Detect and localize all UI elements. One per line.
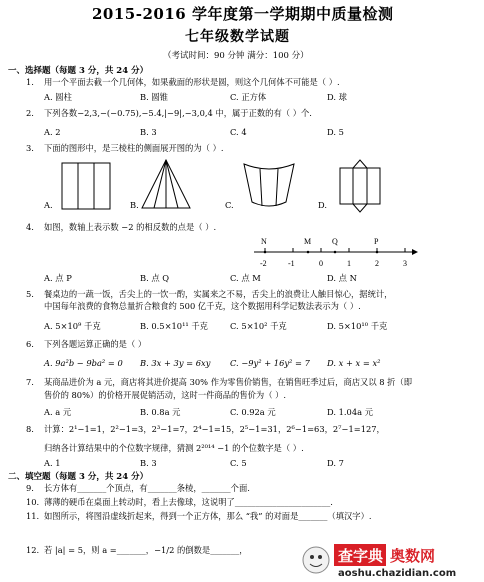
watermark-brand2: 奥数网 <box>390 547 436 565</box>
q8-option-b: B. 3 <box>140 458 157 468</box>
q8-option-a: A. 1 <box>44 458 61 468</box>
axis-num-0: 0 <box>319 259 323 268</box>
watermark-brand: 查字典 <box>338 547 384 565</box>
q3-option-a: A. <box>44 200 53 210</box>
question-8-line1: 计算：2¹−1=1，2²−1=3，2³−1=7，2⁴−1=15，2⁵−1=31，2⁶−1=63，2⁷−1=127， <box>44 424 385 434</box>
question-1-number: 1. <box>26 77 34 87</box>
q5-option-a: A. 5×10⁹ 千克 <box>44 321 101 331</box>
q2-option-d: D. 5 <box>327 127 344 137</box>
question-2-text: 下列各数−2,3,−(−0.75),−5.4,|−9|,−3,0,4 中，属于正数的有（ ）个. <box>44 108 312 118</box>
page-title: 2015-2016 学年度第一学期期中质量检测 <box>92 5 394 23</box>
q3-option-b: B. <box>130 200 139 210</box>
question-10-text: 薄薄的硬币在桌面上转动时，看上去像球，这说明了_______________________. <box>44 497 333 507</box>
question-10-number: 10. <box>26 497 40 507</box>
question-4-text: 如图，数轴上表示数 −2 的相反数的点是（ ）. <box>44 222 217 232</box>
axis-num-1: 1 <box>347 259 351 268</box>
q2-option-a: A. 2 <box>44 127 61 137</box>
question-11-text: 如图所示，将图沿虚线折起来，得到一个正方体，那么 “我” 的对面是_______（填汉字）. <box>44 511 372 521</box>
question-5-number: 5. <box>26 289 34 299</box>
section-heading-choice: 一、选择题（每题 3 分，共 24 分） <box>8 66 149 76</box>
q8-option-d: D. 7 <box>327 458 344 468</box>
q5-option-d: D. 5×10¹⁰ 千克 <box>327 321 388 331</box>
question-12-text: 若 |a| = 5，则 a =_______，−1/2 的倒数是_______， <box>44 545 248 555</box>
q6-option-b: B. 3x + 3y = 6xy <box>140 358 211 368</box>
q2-option-b: B. 3 <box>140 127 157 137</box>
q8-option-c: C. 5 <box>230 458 247 468</box>
question-6-text: 下列各题运算正确的是（ ） <box>44 339 147 349</box>
watermark-url: aoshu.chazidian.com <box>338 568 457 579</box>
q6-option-a: A. 9a²b − 9ba² = 0 <box>44 358 123 368</box>
question-8-number: 8. <box>26 424 34 434</box>
q4-option-a: A. 点 P <box>44 273 72 283</box>
question-12-number: 12. <box>26 545 40 555</box>
page-subtitle: 七年级数学试题 <box>185 29 290 45</box>
question-3-number: 3. <box>26 143 34 153</box>
q1-option-b: B. 圆锥 <box>140 92 168 102</box>
q7-option-b: B. 0.8a 元 <box>140 407 181 417</box>
axis-letter-q: Q <box>332 237 338 246</box>
question-5-line1: 餐桌边的一蔬一饭，舌尖上的一饮一酌，实属来之不易，舌尖上的浪费让人触目惊心，据统计， <box>44 289 393 299</box>
axis-num-2: 2 <box>375 259 379 268</box>
section-heading-fill: 二、填空题（每题 3 分，共 24 分） <box>8 472 149 482</box>
question-7-number: 7. <box>26 377 34 387</box>
q7-option-c: C. 0.92a 元 <box>230 407 276 417</box>
question-8-line2: 归纳各计算结果中的个位数字规律，猜测 2²⁰¹⁴ −1 的个位数字是（ ）. <box>44 443 304 453</box>
axis-num-3: 3 <box>403 259 407 268</box>
question-7-line2: 售价的 80%）的价格开展促销活动，这时一件商品的售价为（ ）. <box>44 390 287 400</box>
axis-letter-n: N <box>261 237 267 246</box>
question-11-number: 11. <box>26 511 40 521</box>
question-7-line1: 某商品进价为 a 元，商店将其进价提高 30% 作为零售价销售，在销售旺季过后，商店又以 8 折（即 <box>44 377 413 387</box>
question-9-text: 长方体有_______个顶点，有_______条棱，_______个面. <box>44 483 250 493</box>
q1-option-c: C. 正方体 <box>230 92 267 102</box>
q6-option-c: C. −9y² + 16y² = 7 <box>230 358 310 368</box>
q2-option-c: C. 4 <box>230 127 247 137</box>
q5-option-b: B. 0.5×10¹¹ 千克 <box>140 321 208 331</box>
axis-num-minus1: -1 <box>288 259 295 268</box>
q4-option-c: C. 点 M <box>230 273 261 283</box>
q1-option-d: D. 球 <box>327 92 347 102</box>
exam-info: （考试时间：90 分钟 满分：100 分） <box>163 51 309 61</box>
q3-figure-c <box>240 158 298 212</box>
q3-figure-b <box>140 158 192 212</box>
q4-option-d: D. 点 N <box>327 273 357 283</box>
q7-option-d: D. 1.04a 元 <box>327 407 373 417</box>
q5-option-c: C. 5×10² 千克 <box>230 321 287 331</box>
question-6-number: 6. <box>26 339 34 349</box>
q1-option-a: A. 圆柱 <box>44 92 72 102</box>
q3-figure-a <box>60 161 112 211</box>
q4-option-b: B. 点 Q <box>140 273 170 283</box>
question-4-number: 4. <box>26 222 34 232</box>
q3-figure-d <box>335 158 385 214</box>
number-line <box>250 236 420 272</box>
axis-letter-p: P <box>374 237 379 246</box>
watermark-logo <box>298 540 484 580</box>
question-9-number: 9. <box>26 483 34 493</box>
watermark-graphic <box>298 540 484 580</box>
question-1-text: 用一个平面去截一个几何体，如果截面的形状是圆，则这个几何体不可能是（ ）. <box>44 77 340 87</box>
q6-option-d: D. x + x = x² <box>327 358 381 368</box>
q7-option-a: A. a 元 <box>44 407 72 417</box>
axis-letter-m: M <box>304 237 312 246</box>
question-5-line2: 中国每年浪费的食物总量折合粮食约 500 亿千克，这个数据用科学记数法表示为（ ）. <box>44 301 361 311</box>
q3-option-c: C. <box>225 200 234 210</box>
question-3-text: 下面的图形中，是三棱柱的侧面展开图的为（ ）. <box>44 143 224 153</box>
axis-num-minus2: -2 <box>260 259 267 268</box>
question-2-number: 2. <box>26 108 34 118</box>
q3-option-d: D. <box>318 200 327 210</box>
